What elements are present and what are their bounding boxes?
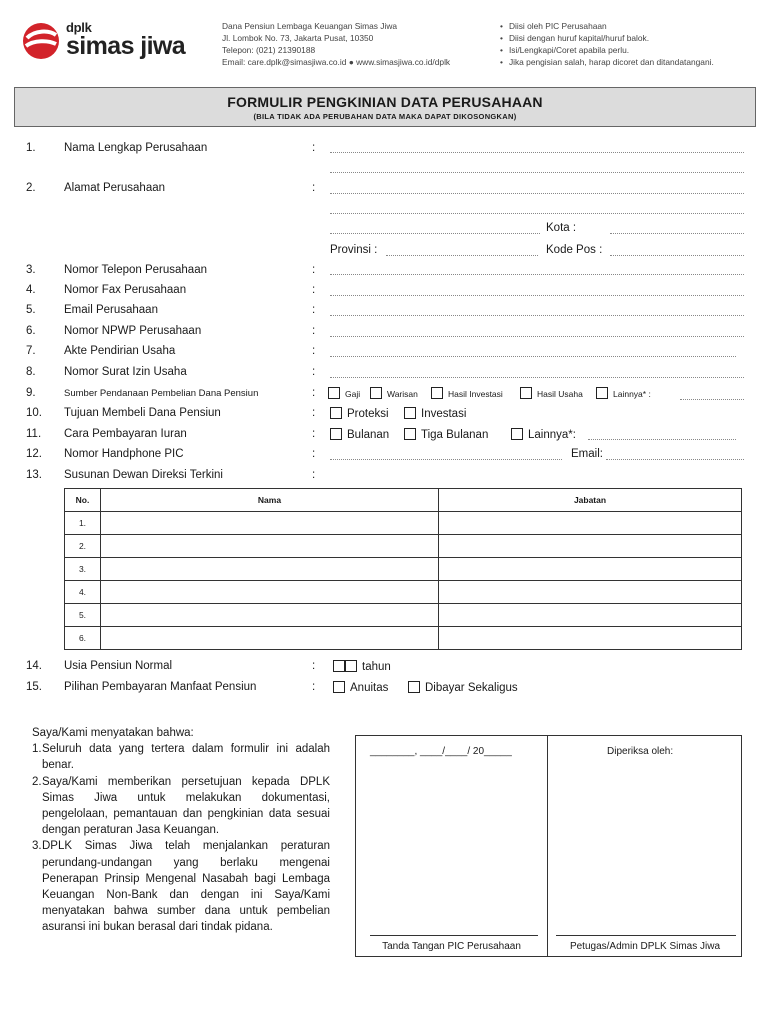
field-company-address: [0, 182, 770, 200]
field-label: Nomor Telepon Perusahaan: [64, 264, 207, 276]
field-retirement-age: [0, 660, 770, 678]
field-number: 5.: [26, 304, 36, 316]
officer-signature-line[interactable]: [556, 935, 736, 936]
row-number: 4.: [65, 581, 101, 604]
field-company-name: [0, 142, 770, 160]
age-digit-box[interactable]: [333, 660, 345, 672]
logo-small-text: dplk: [66, 20, 92, 35]
address-input-line1[interactable]: [330, 193, 744, 194]
field-company-npwp: [0, 325, 770, 343]
kota-input[interactable]: [610, 233, 744, 234]
row-number: 6.: [65, 627, 101, 650]
row-number: 5.: [65, 604, 101, 627]
company-name-input[interactable]: [330, 152, 744, 153]
field-label: Usia Pensiun Normal: [64, 660, 173, 672]
checked-by-label: Diperiksa oleh:: [607, 746, 674, 757]
director-position-cell[interactable]: [439, 627, 742, 650]
address-input-line3[interactable]: [330, 233, 540, 234]
establishment-deed-input[interactable]: [330, 356, 736, 357]
provinsi-label: Provinsi :: [330, 244, 378, 256]
field-number: 8.: [26, 366, 36, 378]
option-dibayar-sekaligus[interactable]: Dibayar Sekaligus: [408, 681, 518, 694]
field-purpose: [0, 407, 770, 425]
company-npwp-input[interactable]: [330, 336, 744, 337]
field-pic-phone: [0, 448, 770, 466]
signature-divider: [547, 736, 548, 956]
field-colon: :: [312, 448, 316, 460]
director-name-cell[interactable]: [101, 604, 439, 627]
simas-jiwa-emblem-icon: [21, 21, 61, 61]
field-colon: :: [312, 387, 316, 399]
table-row: [65, 581, 742, 604]
field-label: Nomor NPWP Perusahaan: [64, 325, 202, 337]
declaration-item: 3. DPLK Simas Jiwa telah menjalankan peraturan perundang-undangan yang berlaku mengenai Penerapan Prinsip Mengenal Nasabah bagi Lembaga Keuangan Non-Bank dan dengan ini Saya/Kami menyatakan bahwa sumber dana untuk pembelian asuransi ini bukan berasal dari tindak pidana.: [32, 840, 330, 934]
row-number: 3.: [65, 558, 101, 581]
table-row: [65, 535, 742, 558]
option-hasil-investasi[interactable]: Hasil Investasi: [431, 387, 503, 399]
field-business-license: [0, 366, 770, 384]
business-license-input[interactable]: [330, 377, 744, 378]
age-digit-box[interactable]: [345, 660, 357, 672]
pic-signature-line[interactable]: [370, 935, 538, 936]
director-position-cell[interactable]: [439, 535, 742, 558]
field-colon: :: [312, 304, 316, 316]
form-title-box: [14, 87, 756, 127]
field-number: 10.: [26, 407, 42, 419]
org-address: Jl. Lombok No. 73, Jakarta Pusat, 10350: [222, 33, 374, 43]
option-investasi[interactable]: Investasi: [404, 407, 466, 420]
field-benefit-payment: [0, 681, 770, 699]
officer-signature-caption: Petugas/Admin DPLK Simas Jiwa: [569, 941, 721, 952]
kode-pos-input[interactable]: [610, 255, 744, 256]
field-colon: :: [312, 407, 316, 419]
table-row: [65, 558, 742, 581]
company-name-input-line2[interactable]: [330, 172, 744, 173]
checkbox[interactable]: [431, 387, 443, 399]
kota-label: Kota :: [546, 222, 577, 234]
table-row: [65, 627, 742, 650]
checkbox[interactable]: [511, 428, 523, 440]
field-number: 14.: [26, 660, 42, 672]
field-number: 13.: [26, 469, 42, 481]
field-colon: :: [312, 345, 316, 357]
field-colon: :: [312, 325, 316, 337]
checkbox[interactable]: [330, 407, 342, 419]
organization-info: [222, 20, 450, 68]
field-company-fax: [0, 284, 770, 302]
pic-phone-input[interactable]: [330, 459, 562, 460]
option-warisan[interactable]: Warisan: [370, 387, 418, 399]
signature-date-field[interactable]: ________, ____/____/ 20_____: [370, 746, 512, 757]
company-email-input[interactable]: [330, 315, 744, 316]
field-establishment-deed: [0, 345, 770, 363]
option-bulanan[interactable]: Bulanan: [330, 428, 389, 441]
field-number: 3.: [26, 264, 36, 276]
field-colon: :: [312, 660, 316, 672]
checkbox[interactable]: [333, 681, 345, 693]
header-jabatan: Jabatan: [439, 489, 742, 512]
checkbox[interactable]: [330, 428, 342, 440]
field-number: 7.: [26, 345, 36, 357]
director-position-cell[interactable]: [439, 604, 742, 627]
row-number: 1.: [65, 512, 101, 535]
field-label: Sumber Pendanaan Pembelian Dana Pensiun: [64, 388, 259, 399]
field-label: Tujuan Membeli Dana Pensiun: [64, 407, 221, 419]
director-name-cell[interactable]: [101, 512, 439, 535]
field-label: Nomor Fax Perusahaan: [64, 284, 187, 296]
director-name-cell[interactable]: [101, 535, 439, 558]
signature-box: [355, 735, 742, 957]
instruction-item: • Jika pengisian salah, harap dicoret dan ditandatangani.: [500, 56, 714, 68]
field-number: 9.: [26, 387, 36, 399]
fund-source-other-input[interactable]: [680, 399, 744, 400]
header-no: No.: [65, 489, 101, 512]
field-label: Akte Pendirian Usaha: [64, 345, 176, 357]
declaration-item: 2. Saya/Kami memberikan persetujuan kepada DPLK Simas Jiwa untuk melakukan dokumentasi, pengelolaan, pemantauan dan pengkinian data sesuai dengan peraturan Jasa Keuangan.: [32, 775, 330, 837]
director-position-cell[interactable]: [439, 581, 742, 604]
field-colon: :: [312, 681, 316, 693]
instruction-item: • Diisi oleh PIC Perusahaan: [500, 20, 714, 32]
field-colon: :: [312, 366, 316, 378]
field-label: Cara Pembayaran Iuran: [64, 428, 187, 440]
field-label: Nomor Surat Izin Usaha: [64, 366, 187, 378]
field-fund-source: [0, 387, 770, 405]
company-phone-input[interactable]: [330, 274, 744, 275]
option-hasil-usaha[interactable]: Hasil Usaha: [520, 387, 583, 399]
instruction-item: • Isi/Lengkapi/Coret apabila perlu.: [500, 44, 714, 56]
field-label: Nama Lengkap Perusahaan: [64, 142, 208, 154]
option-lainnya-cara[interactable]: Lainnya*:: [511, 428, 576, 441]
directors-table: [64, 488, 742, 650]
table-row: [65, 604, 742, 627]
dplk-simas-jiwa-logo: [21, 20, 196, 62]
checkbox[interactable]: [328, 387, 340, 399]
pic-signature-caption: Tanda Tangan PIC Perusahaan: [382, 941, 521, 952]
field-colon: :: [312, 142, 316, 154]
form-title: FORMULIR PENGKINIAN DATA PERUSAHAAN: [227, 94, 543, 110]
field-colon: :: [312, 264, 316, 276]
field-label: Alamat Perusahaan: [64, 182, 166, 194]
option-gaji[interactable]: Gaji: [328, 387, 360, 399]
declaration-intro: Saya/Kami menyatakan bahwa:: [32, 727, 194, 739]
option-tiga-bulanan[interactable]: Tiga Bulanan: [404, 428, 488, 441]
director-name-cell[interactable]: [101, 558, 439, 581]
checkbox[interactable]: [370, 387, 382, 399]
field-payment-method: [0, 428, 770, 446]
form-subtitle: (BILA TIDAK ADA PERUBAHAN DATA MAKA DAPAT DIKOSONGKAN): [253, 112, 517, 121]
declaration-item: 1. Seluruh data yang tertera dalam formulir ini adalah benar.: [32, 743, 330, 772]
fill-instructions: [500, 20, 714, 68]
field-label: Susunan Dewan Direksi Terkini: [64, 469, 223, 481]
director-position-cell[interactable]: [439, 512, 742, 535]
field-number: 1.: [26, 142, 36, 154]
checkbox[interactable]: [404, 428, 416, 440]
option-lainnya[interactable]: Lainnya* :: [596, 387, 651, 399]
payment-other-input[interactable]: [588, 439, 736, 440]
address-input-line2[interactable]: [330, 213, 744, 214]
company-fax-input[interactable]: [330, 295, 744, 296]
table-row: [65, 512, 742, 535]
option-anuitas[interactable]: Anuitas: [333, 681, 388, 694]
field-company-email: [0, 304, 770, 322]
instruction-item: • Diisi dengan huruf kapital/huruf balok.: [500, 32, 714, 44]
org-phone: Telepon: (021) 21390188: [222, 45, 316, 55]
checkbox[interactable]: [408, 681, 420, 693]
field-colon: :: [312, 469, 316, 481]
director-name-cell[interactable]: [101, 581, 439, 604]
page-header: [0, 0, 770, 80]
field-colon: :: [312, 182, 316, 194]
table-header-row: [65, 489, 742, 512]
row-number: 2.: [65, 535, 101, 558]
checkbox[interactable]: [596, 387, 608, 399]
org-name: Dana Pensiun Lembaga Keuangan Simas Jiwa: [222, 21, 398, 31]
age-unit-label: tahun: [362, 661, 391, 673]
field-number: 2.: [26, 182, 36, 194]
field-company-phone: [0, 264, 770, 282]
field-number: 12.: [26, 448, 42, 460]
checkbox[interactable]: [520, 387, 532, 399]
declaration-section: [32, 725, 330, 936]
pic-email-label: Email:: [571, 448, 603, 460]
field-colon: :: [312, 284, 316, 296]
logo-big-text: simas jiwa: [66, 32, 186, 60]
director-position-cell[interactable]: [439, 558, 742, 581]
pic-email-input[interactable]: [606, 459, 744, 460]
org-contact: Email: care.dplk@simasjiwa.co.id ● www.simasjiwa.co.id/dplk: [222, 57, 451, 67]
field-label: Email Perusahaan: [64, 304, 158, 316]
option-proteksi[interactable]: Proteksi: [330, 407, 389, 420]
field-board-of-directors: [0, 469, 770, 487]
retirement-age-boxes[interactable]: [333, 660, 391, 673]
header-nama: Nama: [101, 489, 439, 512]
director-name-cell[interactable]: [101, 627, 439, 650]
provinsi-input[interactable]: [386, 255, 538, 256]
field-label: Pilihan Pembayaran Manfaat Pensiun: [64, 681, 257, 693]
field-colon: :: [312, 428, 316, 440]
field-label: Nomor Handphone PIC: [64, 448, 184, 460]
field-number: 11.: [26, 428, 42, 440]
field-number: 15.: [26, 681, 42, 693]
kode-pos-label: Kode Pos :: [546, 244, 603, 256]
field-number: 6.: [26, 325, 36, 337]
field-number: 4.: [26, 284, 36, 296]
checkbox[interactable]: [404, 407, 416, 419]
